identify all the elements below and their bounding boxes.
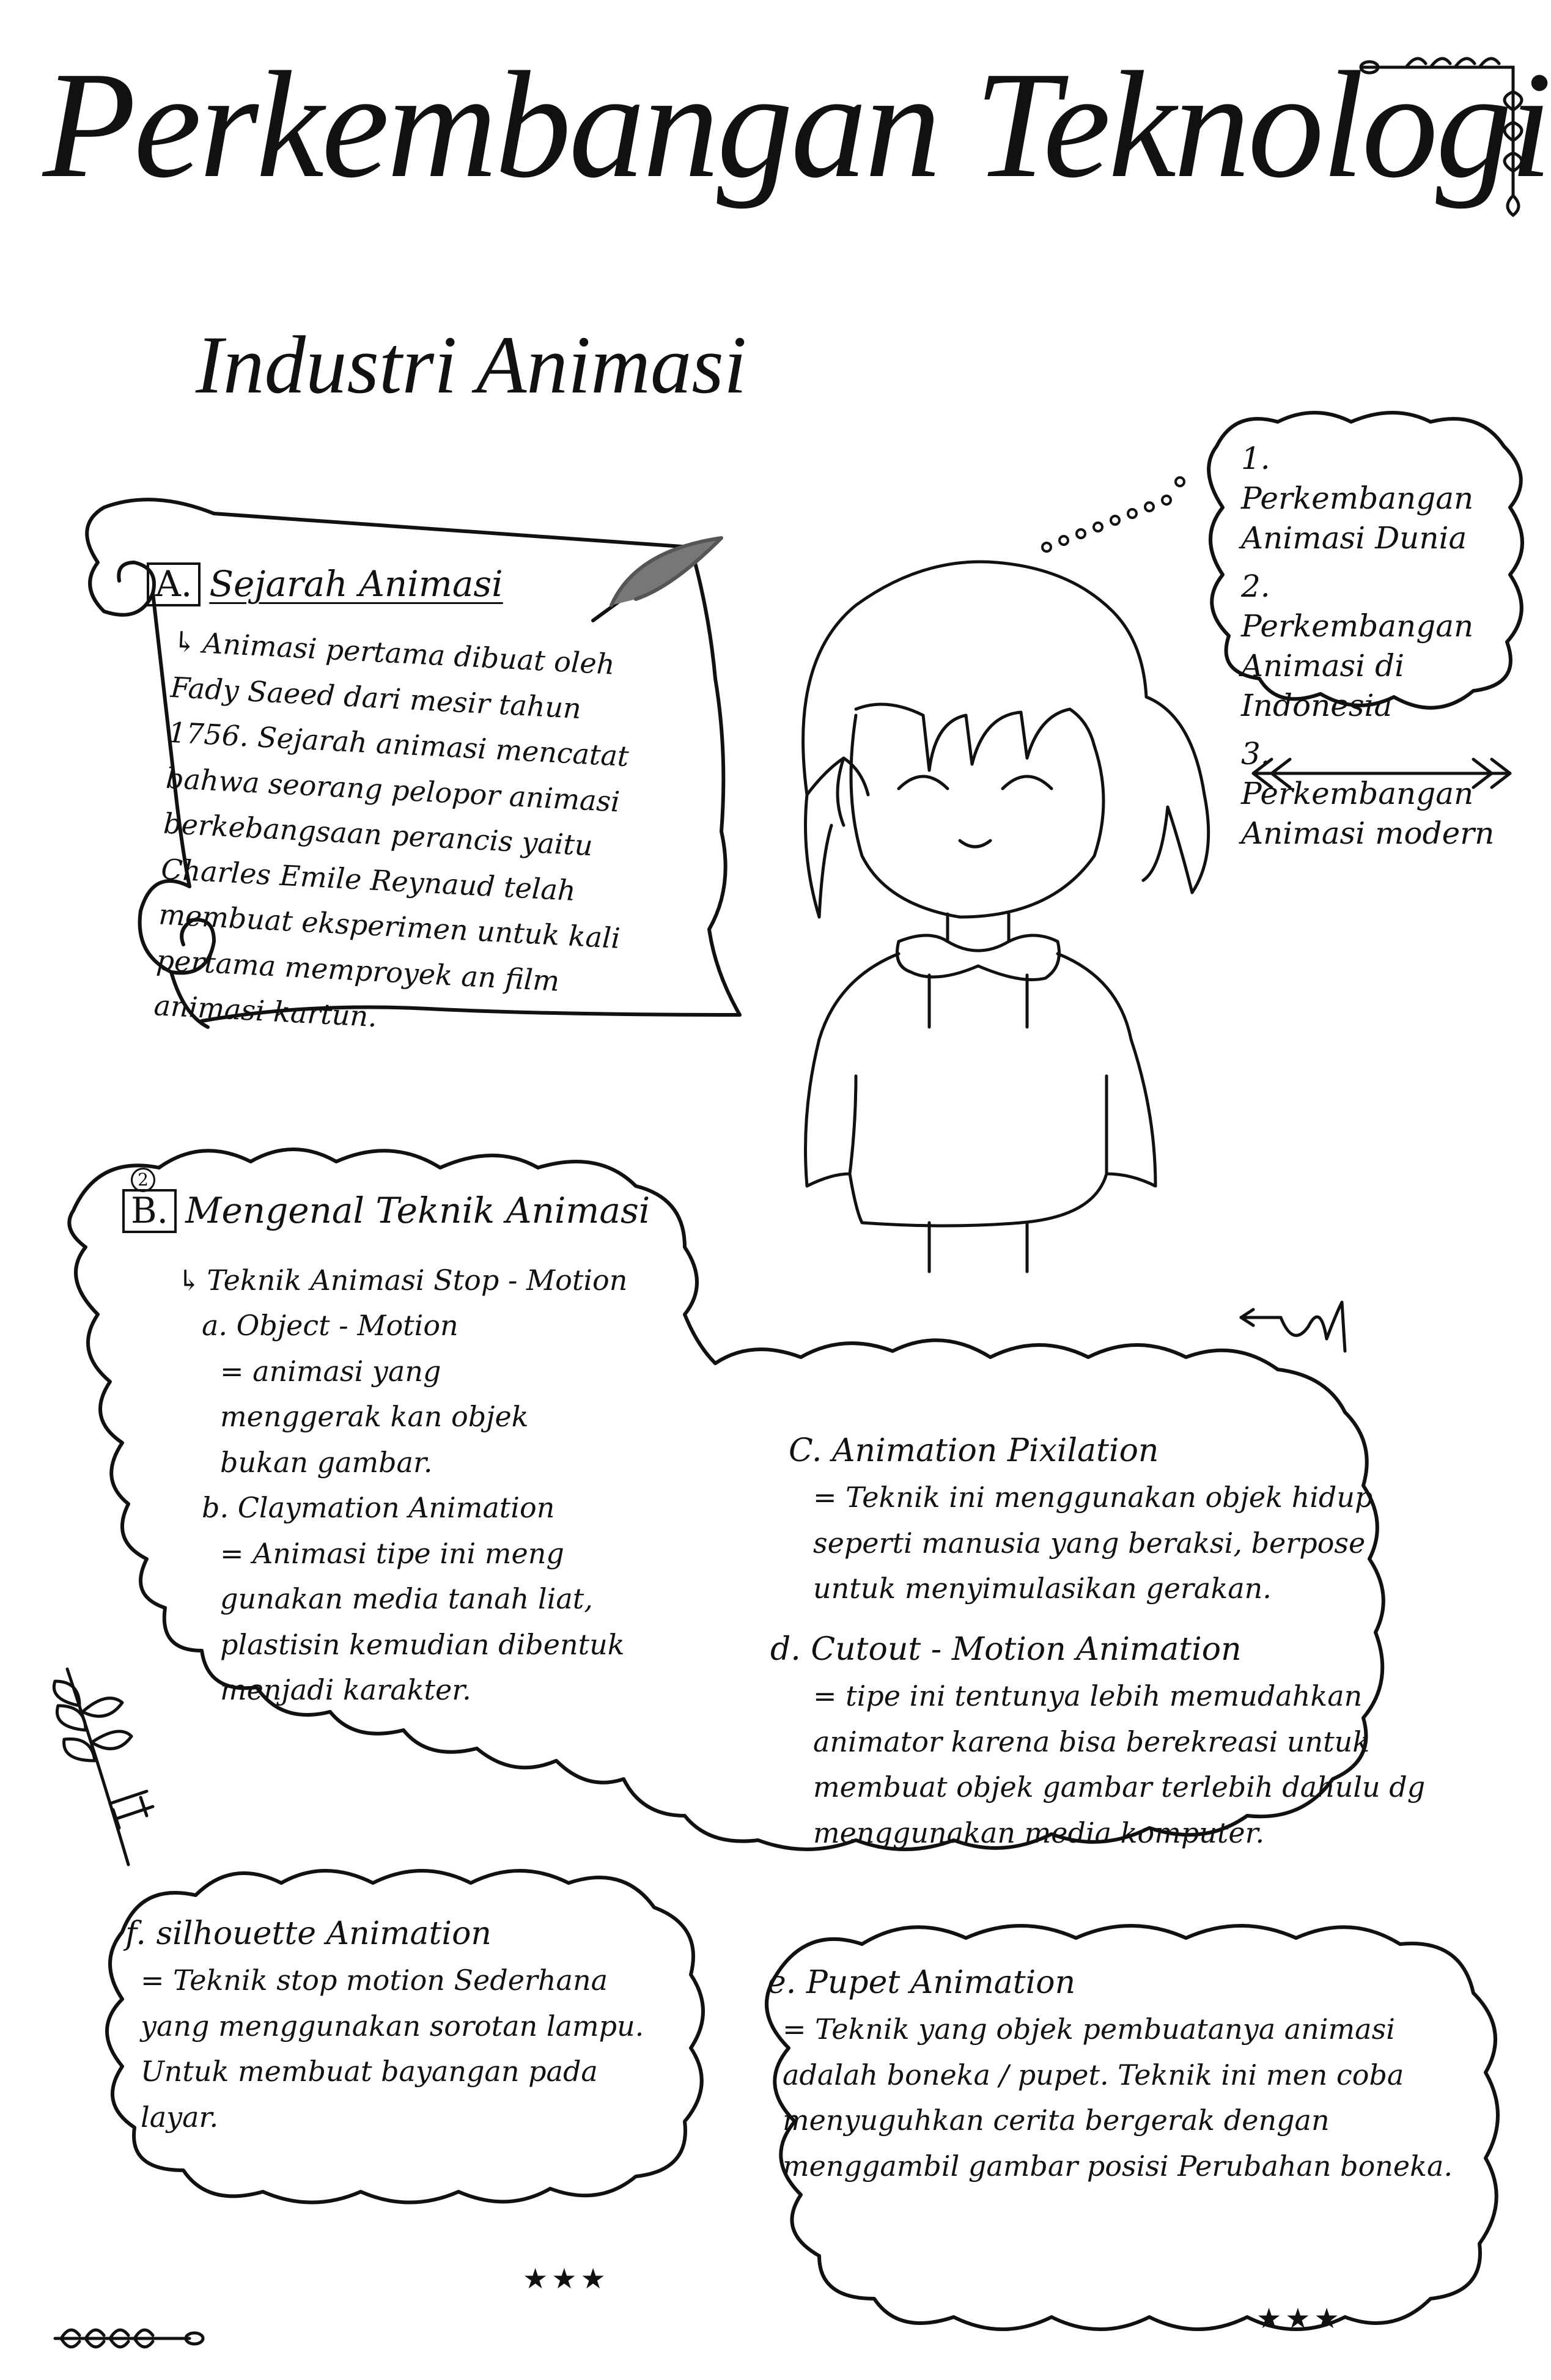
- stars-right: ★★★: [1256, 2302, 1343, 2335]
- section-b-arrow-icon: ↳: [177, 1263, 201, 1297]
- section-e-body: = Teknik yang objek pembuatanya animasi adalah boneka / pupet. Teknik ini men coba menyuguhkan cerita bergerak dengan menggambil gambar posisi Perubahan boneka.: [783, 2013, 1453, 2183]
- section-a: [147, 562, 685, 1034]
- section-c-body: = Teknik ini menggunakan objek hidup seperti manusia yang beraksi, berpose untuk menyimulasikan gerakan.: [813, 1481, 1373, 1605]
- section-b-badge: 2: [131, 1168, 155, 1192]
- section-b-a-title: a. Object - Motion: [202, 1309, 459, 1343]
- corner-vine-icon: [1357, 49, 1528, 220]
- section-a-heading: Sejarah Animasi: [209, 563, 503, 605]
- outline-item: 2. Perkembangan Animasi di Indonesia: [1241, 569, 1474, 723]
- section-f-title: f. silhouette Animation: [125, 1915, 492, 1952]
- section-b-intro: Teknik Animasi Stop - Motion: [207, 1263, 628, 1297]
- page-title: Perkembangan Teknologi: [43, 40, 1550, 210]
- section-a-arrow-icon: ↳: [172, 624, 197, 659]
- section-b-heading: Mengenal Teknik Animasi: [185, 1190, 650, 1231]
- double-arrow-icon: [1247, 752, 1516, 795]
- section-f-body: = Teknik stop motion Sederhana yang menggunakan sorotan lampu. Untuk membuat bayangan pada layar.: [141, 1964, 644, 2134]
- page-subtitle: Industri Animasi: [196, 320, 747, 411]
- section-c-title: C. Animation Pixilation: [789, 1432, 1159, 1469]
- outline-item: 3. Perkembangan Animasi modern: [1241, 736, 1495, 851]
- section-b-content: [177, 1258, 728, 1713]
- section-e-title: e. Pupet Animation: [767, 1964, 1076, 2001]
- section-b-heading-row: [122, 1189, 734, 1233]
- section-a-heading-row: [147, 562, 685, 606]
- section-f: [125, 1917, 676, 2140]
- section-b-label: B.: [122, 1189, 177, 1233]
- section-c: [789, 1434, 1461, 1612]
- section-a-body-row: [153, 619, 657, 1053]
- section-a-label: A.: [147, 562, 201, 606]
- section-a-body: Animasi pertama dibuat oleh Fady Saeed dari mesir tahun 1756. Sejarah animasi mencatat bahwa seorang pelopor animasi berkebangsaan perancis yaitu Charles Emile Reynaud telah membuat eksperimen untuk kali pertama memproyek an film animasi kartun.: [153, 626, 630, 1034]
- section-b-a-body: = animasi yang menggerak kan objek bukan gambar.: [220, 1354, 529, 1479]
- bottom-vine-icon: [49, 2317, 208, 2360]
- outline-item: 1. Perkembangan Animasi Dunia: [1241, 441, 1474, 556]
- stars-left: ★★★: [523, 2262, 610, 2295]
- section-b-b-title: b. Claymation Animation: [202, 1491, 555, 1525]
- section-e: [767, 1966, 1501, 2189]
- section-d-body: = tipe ini tentunya lebih memudahkan animator karena bisa berekreasi untuk membuat objek gambar terlebih dahulu dg menggunakan media komputer.: [813, 1679, 1426, 1849]
- section-b-b-body: = Animasi tipe ini meng gunakan media tanah liat, plastisin kemudian dibentuk menjadi karakter.: [220, 1536, 625, 1707]
- section-b-intro-row: [177, 1258, 728, 1303]
- leaf-sprig-icon: [37, 1663, 159, 1871]
- section-d: [770, 1632, 1461, 1855]
- section-d-title: d. Cutout - Motion Animation: [770, 1631, 1242, 1668]
- section-b: [122, 1170, 734, 1713]
